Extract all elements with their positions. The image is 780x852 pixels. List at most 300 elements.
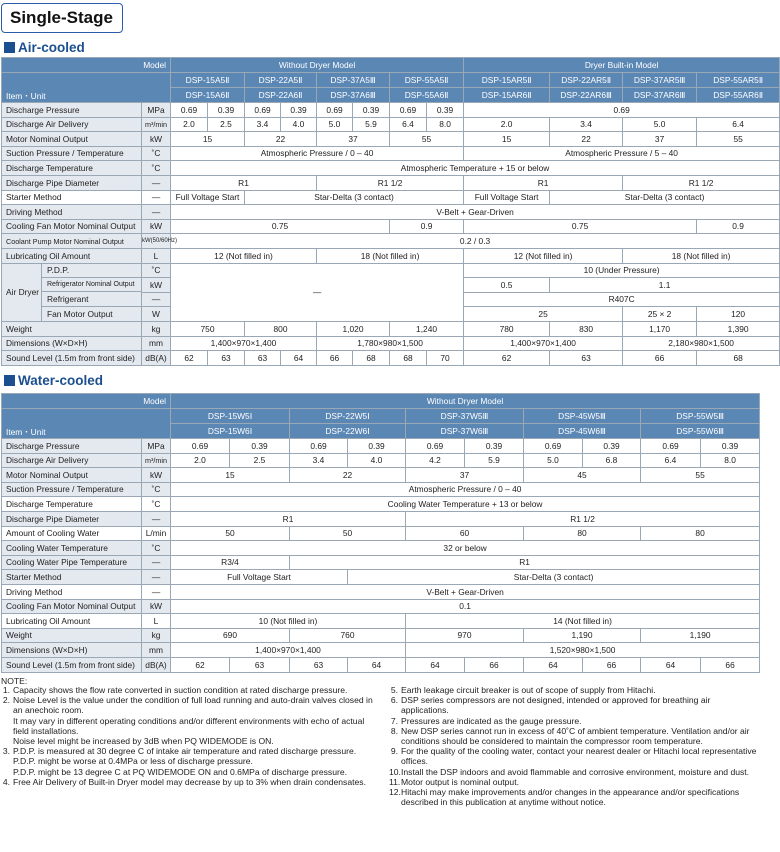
cell: 45	[524, 468, 641, 483]
refrigerator-label: Refrigerator Nominal Output	[42, 278, 141, 292]
item-unit-header: Item・Unit	[2, 73, 171, 103]
row-label: Discharge Pressure	[2, 103, 142, 118]
cell: 55	[697, 132, 780, 147]
cell: 120	[697, 307, 780, 322]
row-unit: ˚C	[142, 263, 171, 278]
model-name: DSP-15A6Ⅱ	[171, 88, 245, 103]
row-unit: —	[142, 175, 171, 190]
spec-row-cooling-water-pipe	[2, 555, 760, 570]
cell: Atmospheric Pressure / 5 – 40	[464, 146, 780, 161]
cell: 32 or below	[171, 541, 760, 556]
cell: 2.0	[171, 453, 230, 468]
cell: 1,170	[623, 321, 697, 336]
cell: 1.1	[550, 278, 780, 293]
cell: 1,190	[524, 628, 641, 643]
row-label: Cooling Fan Motor Nominal Output	[2, 219, 142, 234]
water-cooled-spec-table	[1, 393, 760, 673]
cell: 0.39	[230, 439, 290, 454]
cell: 37	[406, 468, 524, 483]
refrigerant-label: Refrigerant	[42, 292, 141, 306]
cell: 760	[290, 628, 406, 643]
cell: 0.5	[464, 278, 550, 293]
spec-row-fan-output	[2, 219, 780, 234]
cell: 0.69	[317, 103, 353, 118]
spec-row-discharge-pressure	[2, 439, 760, 454]
cell: 0.1	[171, 599, 760, 614]
row-unit: ˚C	[142, 497, 171, 512]
spec-row-starter	[2, 570, 760, 585]
spec-row-cooling-water-temperature	[2, 541, 760, 556]
spec-row-pipe-diameter	[2, 175, 780, 190]
air-cooled-heading	[4, 40, 85, 55]
row-unit: L/min	[142, 526, 171, 541]
cell: Star-Delta (3 contact)	[550, 190, 780, 205]
cell: 12 (Not filled in)	[464, 248, 623, 263]
cell: 66	[623, 351, 697, 366]
row-unit: —	[142, 584, 171, 599]
cell: 5.0	[623, 117, 697, 132]
cell: 0.75	[171, 219, 390, 234]
row-label: Discharge Pipe Diameter	[2, 175, 142, 190]
cell: 25	[464, 307, 623, 322]
note-item: 9. For the quality of the cooling water, contact your nearest dealer or Hitachi local representative offices.	[390, 746, 757, 767]
model-name: DSP-37A6Ⅲ	[317, 88, 390, 103]
spec-row-discharge-temperature	[2, 161, 780, 176]
row-label: Coolant Pump Motor Nominal Output	[2, 234, 142, 249]
cell: 1,400×970×1,400	[171, 336, 317, 351]
model-name: DSP-22W5Ⅰ	[290, 409, 406, 424]
row-unit: —	[142, 555, 171, 570]
cell: 8.0	[427, 117, 464, 132]
cell: 0.75	[464, 219, 697, 234]
cell: 14 (Not filled in)	[406, 614, 760, 629]
spec-row-suction	[2, 146, 780, 161]
cell: 0.69	[464, 103, 780, 118]
row-unit: m³/min	[142, 117, 171, 132]
cell: 80	[641, 526, 760, 541]
notes-section	[1, 676, 759, 808]
cell: 55	[641, 468, 760, 483]
row-label: Discharge Temperature	[2, 497, 142, 512]
row-label: Driving Method	[2, 584, 142, 599]
cell: 0.39	[281, 103, 317, 118]
cell: 1,020	[317, 321, 390, 336]
row-unit: MPa	[142, 439, 171, 454]
cell: 15	[171, 132, 245, 147]
row-label: Sound Level (1.5m from front side)	[2, 657, 142, 672]
cell: 10 (Not filled in)	[171, 614, 406, 629]
row-unit: L	[142, 614, 171, 629]
cell: 68	[353, 351, 390, 366]
model-name: DSP-37A5Ⅲ	[317, 73, 390, 88]
row-unit: —	[142, 511, 171, 526]
row-label: Discharge Air Delivery	[2, 117, 142, 132]
air-dryer-label: Air Dryer	[2, 264, 42, 321]
row-unit: dB(A)	[142, 351, 171, 366]
cell: 22	[290, 468, 406, 483]
cell: 830	[550, 321, 623, 336]
row-unit: kg	[142, 628, 171, 643]
cell: 6.8	[583, 453, 641, 468]
cell: 25 × 2	[623, 307, 697, 322]
row-unit: kW	[142, 278, 171, 293]
row-label: Suction Pressure / Temperature	[2, 146, 142, 161]
cell: 5.9	[353, 117, 390, 132]
cell: 3.4	[550, 117, 623, 132]
model-name: DSP-55AR6Ⅱ	[697, 88, 780, 103]
model-name: DSP-22A5Ⅱ	[245, 73, 317, 88]
row-label: Dimensions (W×D×H)	[2, 336, 142, 351]
cell: 68	[697, 351, 780, 366]
note-item: 7. Pressures are indicated as the gauge pressure.	[390, 715, 582, 726]
cell: 18 (Not filled in)	[623, 248, 780, 263]
cell: 1,390	[697, 321, 780, 336]
cell: 1,400×970×1,400	[464, 336, 623, 351]
row-unit: ˚C	[142, 541, 171, 556]
cell: 4.0	[348, 453, 406, 468]
row-unit: mm	[142, 643, 171, 658]
cell: 6.4	[697, 117, 780, 132]
item-unit-header: Item・Unit	[2, 409, 171, 439]
model-name: DSP-55A6Ⅱ	[390, 88, 464, 103]
note-item: 3. P.D.P. is measured at 30 degree C of intake air temperature and rated discharge pressure.	[2, 746, 357, 757]
cell: 5.0	[317, 117, 353, 132]
cell: 2.0	[464, 117, 550, 132]
cell: 2.0	[171, 117, 208, 132]
cell: V-Belt + Gear-Driven	[171, 584, 760, 599]
spec-row-dryer-pdp	[2, 263, 780, 278]
cell: 2.5	[230, 453, 290, 468]
cell: 0.39	[208, 103, 245, 118]
model-name: DSP-37W5Ⅲ	[406, 409, 524, 424]
row-label: Starter Method	[2, 570, 142, 585]
cell: 60	[406, 526, 524, 541]
spec-row-driving	[2, 584, 760, 599]
cell: 3.4	[290, 453, 348, 468]
cell: 0.69	[171, 439, 230, 454]
cell: R1	[171, 511, 406, 526]
row-label: Cooling Water Temperature	[2, 541, 142, 556]
water-cooled-heading	[4, 373, 103, 388]
cell: 10 (Under Pressure)	[464, 263, 780, 278]
note-item: 6. DSP series compressors are not designed, intended or approved for breathing air applications.	[390, 695, 711, 716]
spec-row-coolant-pump	[2, 234, 780, 249]
spec-row-fan-output	[2, 599, 760, 614]
dryer-built-in-group: Dryer Built-in Model	[464, 58, 780, 73]
cell: 3.4	[245, 117, 281, 132]
cell: R3/4	[171, 555, 290, 570]
row-label: Dimensions (W×D×H)	[2, 643, 142, 658]
cell: 970	[406, 628, 524, 643]
cell: R1 1/2	[406, 511, 760, 526]
spec-row-weight	[2, 321, 780, 336]
cell: 12 (Not filled in)	[171, 248, 317, 263]
row-label: Lubricating Oil Amount	[2, 614, 142, 629]
section-marker-icon	[4, 42, 15, 53]
cell: 0.69	[524, 439, 583, 454]
cell: Atmospheric Temperature + 15 or below	[171, 161, 780, 176]
cell: 68	[390, 351, 427, 366]
note-item: 11. Motor output is nominal output.	[389, 776, 519, 787]
note-item: 1. Capacity shows the flow rate converted in suction condition at rated discharge pressure.	[2, 685, 348, 695]
cell: Full Voltage Start	[464, 190, 550, 205]
spec-row-suction	[2, 482, 760, 497]
note-item: 8. New DSP series cannot run in excess of 40˚C of ambient temperature. Ventilation and/or air conditions should be considered to maintain the compressor room temperature.	[390, 725, 750, 747]
section-marker-icon	[4, 375, 15, 386]
cell: 1,240	[390, 321, 464, 336]
row-unit: kW	[142, 599, 171, 614]
cell: 55	[390, 132, 464, 147]
cell: 63	[230, 657, 290, 672]
note-item: 4. Free Air Delivery of Built-in Dryer model may decrease by up to 3% when drain condensates.	[2, 776, 366, 787]
cell: 0.69	[245, 103, 281, 118]
model-name: DSP-15AR6Ⅱ	[464, 88, 550, 103]
spec-row-weight	[2, 628, 760, 643]
cell: 66	[583, 657, 641, 672]
note-item: Noise level might be increased by 3dB when PQ WIDEMODE is ON.	[13, 736, 274, 747]
cell: 66	[465, 657, 524, 672]
model-name: DSP-55A5Ⅱ	[390, 73, 464, 88]
model-name: DSP-15AR5Ⅱ	[464, 73, 550, 88]
spec-row-cooling-water-amount	[2, 526, 760, 541]
cell: 0.39	[348, 439, 406, 454]
air-cooled-heading-label: Air-cooled	[18, 40, 85, 55]
row-label: Amount of Cooling Water	[2, 526, 142, 541]
cell: 63	[208, 351, 245, 366]
notes-title: NOTE:	[1, 676, 28, 686]
row-unit: dB(A)	[142, 657, 171, 672]
spec-row-dimensions	[2, 336, 780, 351]
cell: R1 1/2	[623, 175, 780, 190]
pdp-label: P.D.P.	[42, 264, 141, 278]
cell: 64	[406, 657, 465, 672]
model-name: DSP-22W6Ⅰ	[290, 424, 406, 439]
cell: 4.2	[406, 453, 465, 468]
cell: 780	[464, 321, 550, 336]
fan-motor-label: Fan Motor Output	[42, 307, 141, 321]
spec-row-oil	[2, 248, 780, 263]
page-title: Single-Stage	[1, 3, 123, 33]
cell: Full Voltage Start	[171, 190, 245, 205]
row-unit: MPa	[142, 103, 171, 118]
cell: 1,190	[641, 628, 760, 643]
cell: 66	[317, 351, 353, 366]
row-label: Motor Nominal Output	[2, 468, 142, 483]
cell: 750	[171, 321, 245, 336]
row-unit: kW	[142, 219, 171, 234]
cell: Cooling Water Temperature + 13 or below	[171, 497, 760, 512]
model-header: Model	[2, 394, 171, 409]
dryer-dash-cell: —	[171, 263, 464, 321]
cell: 6.4	[641, 453, 701, 468]
note-item: It may vary in different operating conditions and/or different environments with echo of actual field installations.	[13, 715, 365, 736]
spec-row-driving	[2, 205, 780, 220]
row-label: Discharge Air Delivery	[2, 453, 142, 468]
spec-row-air-delivery	[2, 117, 780, 132]
cell: 0.69	[406, 439, 465, 454]
row-unit: kW(50/60Hz)	[142, 234, 171, 249]
spec-row-dimensions	[2, 643, 760, 658]
without-dryer-group: Without Dryer Model	[171, 58, 464, 73]
cell: 0.9	[697, 219, 780, 234]
row-unit: kg	[142, 321, 171, 336]
note-item: 12. Hitachi may make improvements and/or changes in the appearance and/or specifications described in this publication at anytime without notice.	[389, 787, 740, 808]
cell: 1,780×980×1,500	[317, 336, 464, 351]
row-label: Lubricating Oil Amount	[2, 248, 142, 263]
air-dryer-group	[2, 263, 142, 321]
cell: 2,180×980×1,500	[623, 336, 780, 351]
cell: 5.0	[524, 453, 583, 468]
note-item: 2. Noise Level is the value under the condition of full load running and auto-drain valves closed in an anechoic room.	[2, 695, 373, 716]
note-item: 10. Install the DSP indoors and avoid flammable and corrosive environment, moisture and dust.	[389, 766, 750, 777]
spec-row-sound	[2, 351, 780, 366]
cell: 64	[524, 657, 583, 672]
model-name: DSP-55W6Ⅲ	[641, 424, 760, 439]
model-name: DSP-45W5Ⅲ	[524, 409, 641, 424]
row-label: Suction Pressure / Temperature	[2, 482, 142, 497]
spec-row-sound	[2, 657, 760, 672]
cell: 80	[524, 526, 641, 541]
note-item: 5. Earth leakage circuit breaker is out of scope of supply from Hitachi.	[390, 685, 656, 695]
note-item: P.D.P. might be 13 degree C at PQ WIDEMODE ON and 0.6MPa of discharge pressure.	[13, 766, 348, 777]
row-label: Discharge Temperature	[2, 161, 142, 176]
water-cooled-heading-label: Water-cooled	[18, 373, 104, 388]
cell: 690	[171, 628, 290, 643]
cell: R1	[464, 175, 623, 190]
row-unit: kW	[142, 468, 171, 483]
cell: 15	[464, 132, 550, 147]
row-unit: mm	[142, 336, 171, 351]
row-unit: ˚C	[142, 161, 171, 176]
cell: 0.2 / 0.3	[171, 234, 780, 249]
model-name: DSP-37AR6Ⅲ	[623, 88, 697, 103]
cell: Atmospheric Pressure / 0 – 40	[171, 146, 464, 161]
cell: 37	[623, 132, 697, 147]
cell: 2.5	[208, 117, 245, 132]
cell: 8.0	[701, 453, 760, 468]
spec-row-pipe-diameter	[2, 511, 760, 526]
row-label: Motor Nominal Output	[2, 132, 142, 147]
cell: 0.9	[390, 219, 464, 234]
spec-row-discharge-pressure	[2, 103, 780, 118]
row-unit: m³/min	[142, 453, 171, 468]
without-dryer-group: Without Dryer Model	[171, 394, 760, 409]
row-unit: W	[142, 307, 171, 322]
cell: 64	[281, 351, 317, 366]
cell: R407C	[464, 292, 780, 307]
cell: 0.69	[171, 103, 208, 118]
cell: 63	[290, 657, 348, 672]
spec-row-discharge-temperature	[2, 497, 760, 512]
cell: 0.39	[427, 103, 464, 118]
cell: Star-Delta (3 contact)	[245, 190, 464, 205]
cell: R1	[290, 555, 760, 570]
cell: 5.9	[465, 453, 524, 468]
cell: 64	[641, 657, 701, 672]
notes-left-column	[1, 685, 381, 787]
model-name: DSP-55W5Ⅲ	[641, 409, 760, 424]
row-unit: kW	[142, 132, 171, 147]
cell: 70	[427, 351, 464, 366]
row-label: Weight	[2, 628, 142, 643]
cell: 66	[701, 657, 760, 672]
row-unit: L	[142, 248, 171, 263]
cell: V-Belt + Gear-Driven	[171, 205, 780, 220]
model-name: DSP-15W6Ⅰ	[171, 424, 290, 439]
model-name: DSP-22AR6Ⅲ	[550, 88, 623, 103]
cell: 50	[290, 526, 406, 541]
model-name: DSP-22AR5Ⅱ	[550, 73, 623, 88]
model-header: Model	[2, 58, 171, 73]
row-label: Sound Level (1.5m from front side)	[2, 351, 142, 366]
cell: 0.39	[353, 103, 390, 118]
model-name: DSP-15W5Ⅰ	[171, 409, 290, 424]
spec-row-oil	[2, 614, 760, 629]
cell: 15	[171, 468, 290, 483]
row-unit: ˚C	[142, 146, 171, 161]
row-label: Discharge Pipe Diameter	[2, 511, 142, 526]
model-name: DSP-37W6Ⅲ	[406, 424, 524, 439]
cell: 50	[171, 526, 290, 541]
row-label: Discharge Pressure	[2, 439, 142, 454]
row-unit: —	[142, 205, 171, 220]
notes-right-column	[389, 685, 759, 807]
cell: Star-Delta (3 contact)	[348, 570, 760, 585]
spec-row-starter	[2, 190, 780, 205]
model-name: DSP-22A6Ⅱ	[245, 88, 317, 103]
cell: R1 1/2	[317, 175, 464, 190]
cell: 62	[171, 657, 230, 672]
spec-row-motor-output	[2, 132, 780, 147]
cell: 4.0	[281, 117, 317, 132]
cell: 37	[317, 132, 390, 147]
cell: 1,520×980×1,500	[406, 643, 760, 658]
cell: 22	[550, 132, 623, 147]
cell: Atmospheric Pressure / 0 – 40	[171, 482, 760, 497]
cell: 0.69	[641, 439, 701, 454]
cell: 0.39	[465, 439, 524, 454]
model-name: DSP-15A5Ⅱ	[171, 73, 245, 88]
row-unit: —	[142, 190, 171, 205]
air-cooled-spec-table	[1, 57, 780, 366]
cell: 1,400×970×1,400	[171, 643, 406, 658]
cell: 6.4	[390, 117, 427, 132]
cell: 22	[245, 132, 317, 147]
cell: 62	[171, 351, 208, 366]
spec-row-motor-output	[2, 468, 760, 483]
cell: Full Voltage Start	[171, 570, 348, 585]
row-label: Driving Method	[2, 205, 142, 220]
cell: 0.69	[390, 103, 427, 118]
row-label: Cooling Water Pipe Temperature	[2, 555, 142, 570]
cell: 63	[550, 351, 623, 366]
cell: 0.69	[290, 439, 348, 454]
cell: 800	[245, 321, 317, 336]
cell: R1	[171, 175, 317, 190]
row-unit: —	[142, 292, 171, 307]
row-unit: ˚C	[142, 482, 171, 497]
model-name: DSP-55AR5Ⅱ	[697, 73, 780, 88]
row-label: Weight	[2, 321, 142, 336]
cell: 62	[464, 351, 550, 366]
cell: 0.39	[701, 439, 760, 454]
cell: 64	[348, 657, 406, 672]
cell: 18 (Not filled in)	[317, 248, 464, 263]
cell: 0.39	[583, 439, 641, 454]
row-unit: —	[142, 570, 171, 585]
note-item: P.D.P. might be worse at 0.4MPa or less of discharge pressure.	[13, 756, 253, 767]
spec-row-air-delivery	[2, 453, 760, 468]
